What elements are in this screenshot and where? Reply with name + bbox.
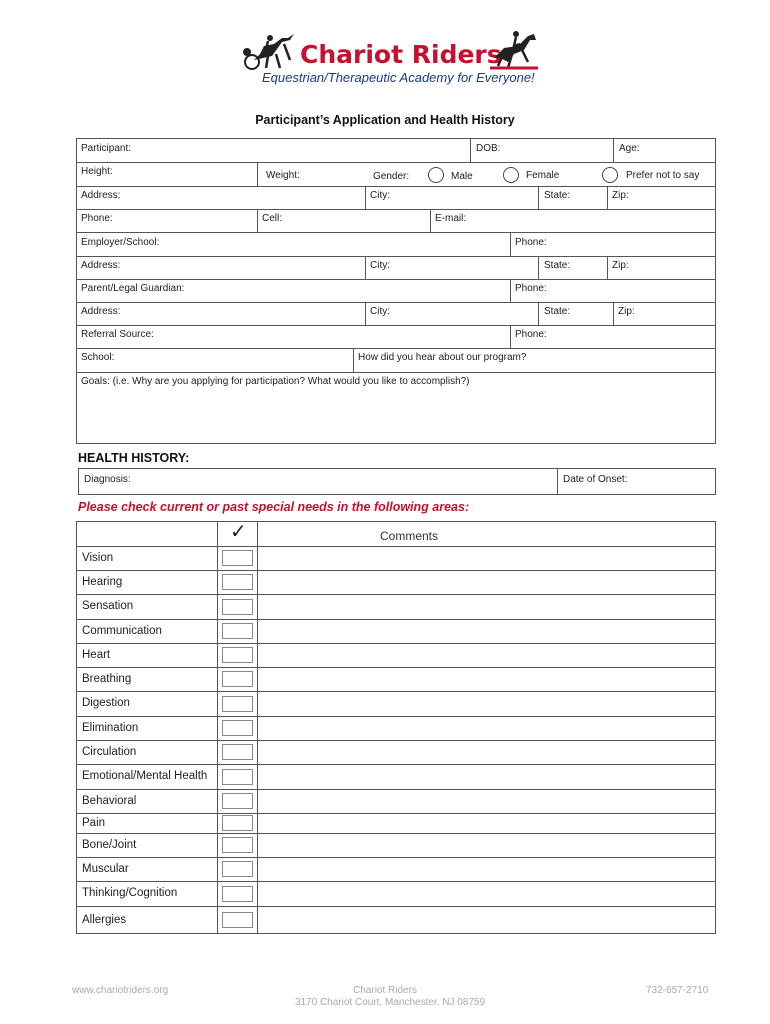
- zip-field[interactable]: Zip:: [612, 190, 629, 201]
- jumping-horse-logo-icon: [490, 28, 538, 72]
- gender-label: Gender:: [373, 171, 410, 182]
- phone-field[interactable]: Phone:: [81, 213, 113, 224]
- condition-label: Circulation: [82, 746, 137, 758]
- form-title: Participant’s Application and Health History: [255, 113, 515, 127]
- org-tagline: Equestrian/Therapeutic Academy for Everyone!: [262, 70, 535, 85]
- height-field[interactable]: Height:: [81, 166, 113, 177]
- condition-comment-field[interactable]: [258, 716, 715, 740]
- condition-checkbox[interactable]: [222, 599, 253, 615]
- referral-source-field[interactable]: Referral Source:: [81, 329, 154, 340]
- condition-label: Pain: [82, 817, 106, 829]
- gender-prefer-not-label: Prefer not to say: [626, 170, 700, 181]
- condition-label: Digestion: [82, 697, 130, 709]
- condition-checkbox[interactable]: [222, 837, 253, 853]
- condition-checkbox[interactable]: [222, 769, 253, 785]
- footer-address: 3170 Chariot Court, Manchester, NJ 08759: [294, 997, 486, 1008]
- address-field[interactable]: Address:: [81, 190, 121, 201]
- diagnosis-field[interactable]: Diagnosis:: [84, 474, 131, 485]
- participant-field[interactable]: Participant:: [81, 143, 132, 154]
- condition-comment-field[interactable]: [258, 789, 715, 813]
- condition-checkbox[interactable]: [222, 861, 253, 877]
- condition-checkbox[interactable]: [222, 815, 253, 831]
- condition-label: Behavioral: [82, 795, 137, 807]
- gender-female-label: Female: [526, 170, 560, 181]
- condition-label: Allergies: [82, 914, 127, 926]
- gender-prefer-not-radio[interactable]: [602, 167, 618, 183]
- condition-label: Bone/Joint: [82, 839, 137, 851]
- date-of-onset-field[interactable]: Date of Onset:: [563, 474, 628, 485]
- condition-checkbox[interactable]: [222, 720, 253, 736]
- wheelchair-rider-logo-icon: [238, 30, 300, 72]
- referral-phone-field[interactable]: Phone:: [515, 329, 547, 340]
- footer-website[interactable]: www.chariotriders.org: [72, 985, 169, 996]
- condition-label: Muscular: [82, 863, 129, 875]
- city-field[interactable]: City:: [370, 190, 390, 201]
- footer-phone: 732-657-2710: [646, 985, 709, 996]
- cell-field[interactable]: Cell:: [262, 213, 283, 224]
- condition-checkbox[interactable]: [222, 886, 253, 902]
- condition-comment-field[interactable]: [258, 594, 715, 619]
- condition-label: Communication: [82, 625, 162, 637]
- dob-field[interactable]: DOB:: [476, 143, 501, 154]
- condition-comment-field[interactable]: [258, 691, 715, 716]
- employer-city-field[interactable]: City:: [370, 260, 390, 271]
- guardian-phone-field[interactable]: Phone:: [515, 283, 547, 294]
- condition-label: Thinking/Cognition: [82, 887, 178, 899]
- condition-label: Breathing: [82, 673, 132, 685]
- condition-label: Sensation: [82, 600, 134, 612]
- condition-checkbox[interactable]: [222, 696, 253, 712]
- condition-comment-field[interactable]: [258, 813, 715, 833]
- condition-label: Vision: [82, 552, 114, 564]
- condition-label: Heart: [82, 649, 111, 661]
- guardian-address-field[interactable]: Address:: [81, 306, 121, 317]
- guardian-city-field[interactable]: City:: [370, 306, 390, 317]
- condition-label: Hearing: [82, 576, 123, 588]
- hear-about-program-field[interactable]: How did you hear about our program?: [358, 352, 527, 363]
- condition-checkbox[interactable]: [222, 744, 253, 760]
- condition-checkbox[interactable]: [222, 671, 253, 687]
- condition-comment-field[interactable]: [258, 833, 715, 857]
- gender-male-radio[interactable]: [428, 167, 444, 183]
- condition-comment-field[interactable]: [258, 570, 715, 594]
- employer-state-field[interactable]: State:: [544, 260, 571, 271]
- guardian-state-field[interactable]: State:: [544, 306, 571, 317]
- condition-label: Emotional/Mental Health: [82, 770, 208, 782]
- condition-comment-field[interactable]: [258, 546, 715, 570]
- condition-comment-field[interactable]: [258, 906, 715, 934]
- condition-checkbox[interactable]: [222, 574, 253, 590]
- checkmark-icon: ✓: [230, 519, 247, 543]
- condition-checkbox[interactable]: [222, 793, 253, 809]
- condition-comment-field[interactable]: [258, 857, 715, 881]
- gender-male-label: Male: [451, 171, 473, 182]
- health-history-heading: HEALTH HISTORY:: [78, 451, 190, 465]
- employer-zip-field[interactable]: Zip:: [612, 260, 629, 271]
- gender-female-radio[interactable]: [503, 167, 519, 183]
- condition-comment-field[interactable]: [258, 643, 715, 667]
- employer-address-field[interactable]: Address:: [81, 260, 121, 271]
- employer-phone-field[interactable]: Phone:: [515, 237, 547, 248]
- state-field[interactable]: State:: [544, 190, 571, 201]
- employer-school-field[interactable]: Employer/School:: [81, 237, 160, 248]
- condition-comment-field[interactable]: [258, 667, 715, 691]
- condition-comment-field[interactable]: [258, 619, 715, 643]
- weight-field[interactable]: Weight:: [266, 170, 300, 181]
- condition-comment-field[interactable]: [258, 740, 715, 764]
- comments-header: Comments: [380, 529, 439, 543]
- condition-label: Elimination: [82, 722, 139, 734]
- goals-field[interactable]: Goals: (i.e. Why are you applying for participation? What would you like to accomplish?): [81, 376, 470, 387]
- condition-checkbox[interactable]: [222, 912, 253, 928]
- age-field[interactable]: Age:: [619, 143, 640, 154]
- guardian-field[interactable]: Parent/Legal Guardian:: [81, 283, 185, 294]
- guardian-zip-field[interactable]: Zip:: [618, 306, 635, 317]
- school-field[interactable]: School:: [81, 352, 115, 363]
- org-name: Chariot Riders: [300, 40, 502, 69]
- footer-org-name: Chariot Riders: [353, 985, 417, 996]
- special-needs-instructions: Please check current or past special needs in the following areas:: [78, 500, 470, 514]
- email-field[interactable]: E-mail:: [435, 213, 467, 224]
- condition-checkbox[interactable]: [222, 647, 253, 663]
- condition-comment-field[interactable]: [258, 764, 715, 789]
- condition-checkbox[interactable]: [222, 623, 253, 639]
- condition-comment-field[interactable]: [258, 881, 715, 906]
- condition-checkbox[interactable]: [222, 550, 253, 566]
